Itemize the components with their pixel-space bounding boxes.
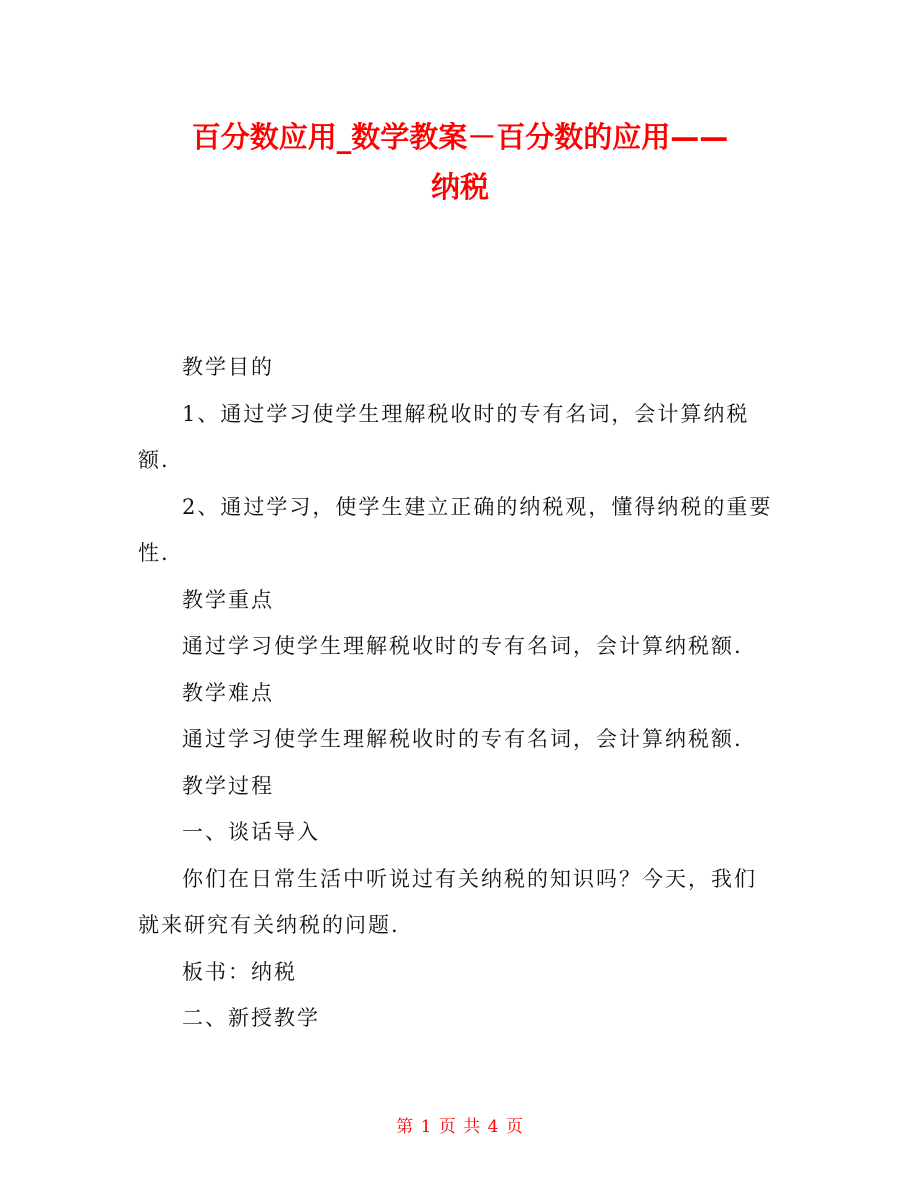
subheading-new-teaching: 二、新授教学 <box>182 1006 320 1030</box>
paragraph-objective-2: 2、通过学习，使学生建立正确的纳税观，懂得纳税的重要性. <box>138 494 773 565</box>
title-line-1: 百分数应用_数学教案－百分数的应用—— <box>191 120 729 154</box>
document-body <box>138 344 778 1042</box>
paragraph-objective-1: 1、通过学习使学生理解税收时的专有名词，会计算纳税额. <box>138 401 750 472</box>
section-heading-process: 教学过程 <box>182 773 274 798</box>
page-number-footer: 第 1 页 共 4 页 <box>396 1117 524 1137</box>
paragraph-difficulties: 通过学习使学生理解税收时的专有名词，会计算纳税额. <box>182 727 743 751</box>
paragraph-board-note: 板书：纳税 <box>182 959 297 984</box>
section-heading-objectives: 教学目的 <box>182 355 274 379</box>
section-heading-key-points: 教学重点 <box>182 587 274 612</box>
section-heading-difficulties: 教学难点 <box>182 680 274 705</box>
subheading-introduction: 一、谈话导入 <box>182 820 320 844</box>
title-line-2: 纳税 <box>430 170 489 204</box>
paragraph-introduction: 你们在日常生活中听说过有关纳税的知识吗？今天，我们就来研究有关纳税的问题. <box>138 866 757 937</box>
document-title <box>130 112 790 212</box>
paragraph-key-points: 通过学习使学生理解税收时的专有名词，会计算纳税额. <box>182 634 743 658</box>
